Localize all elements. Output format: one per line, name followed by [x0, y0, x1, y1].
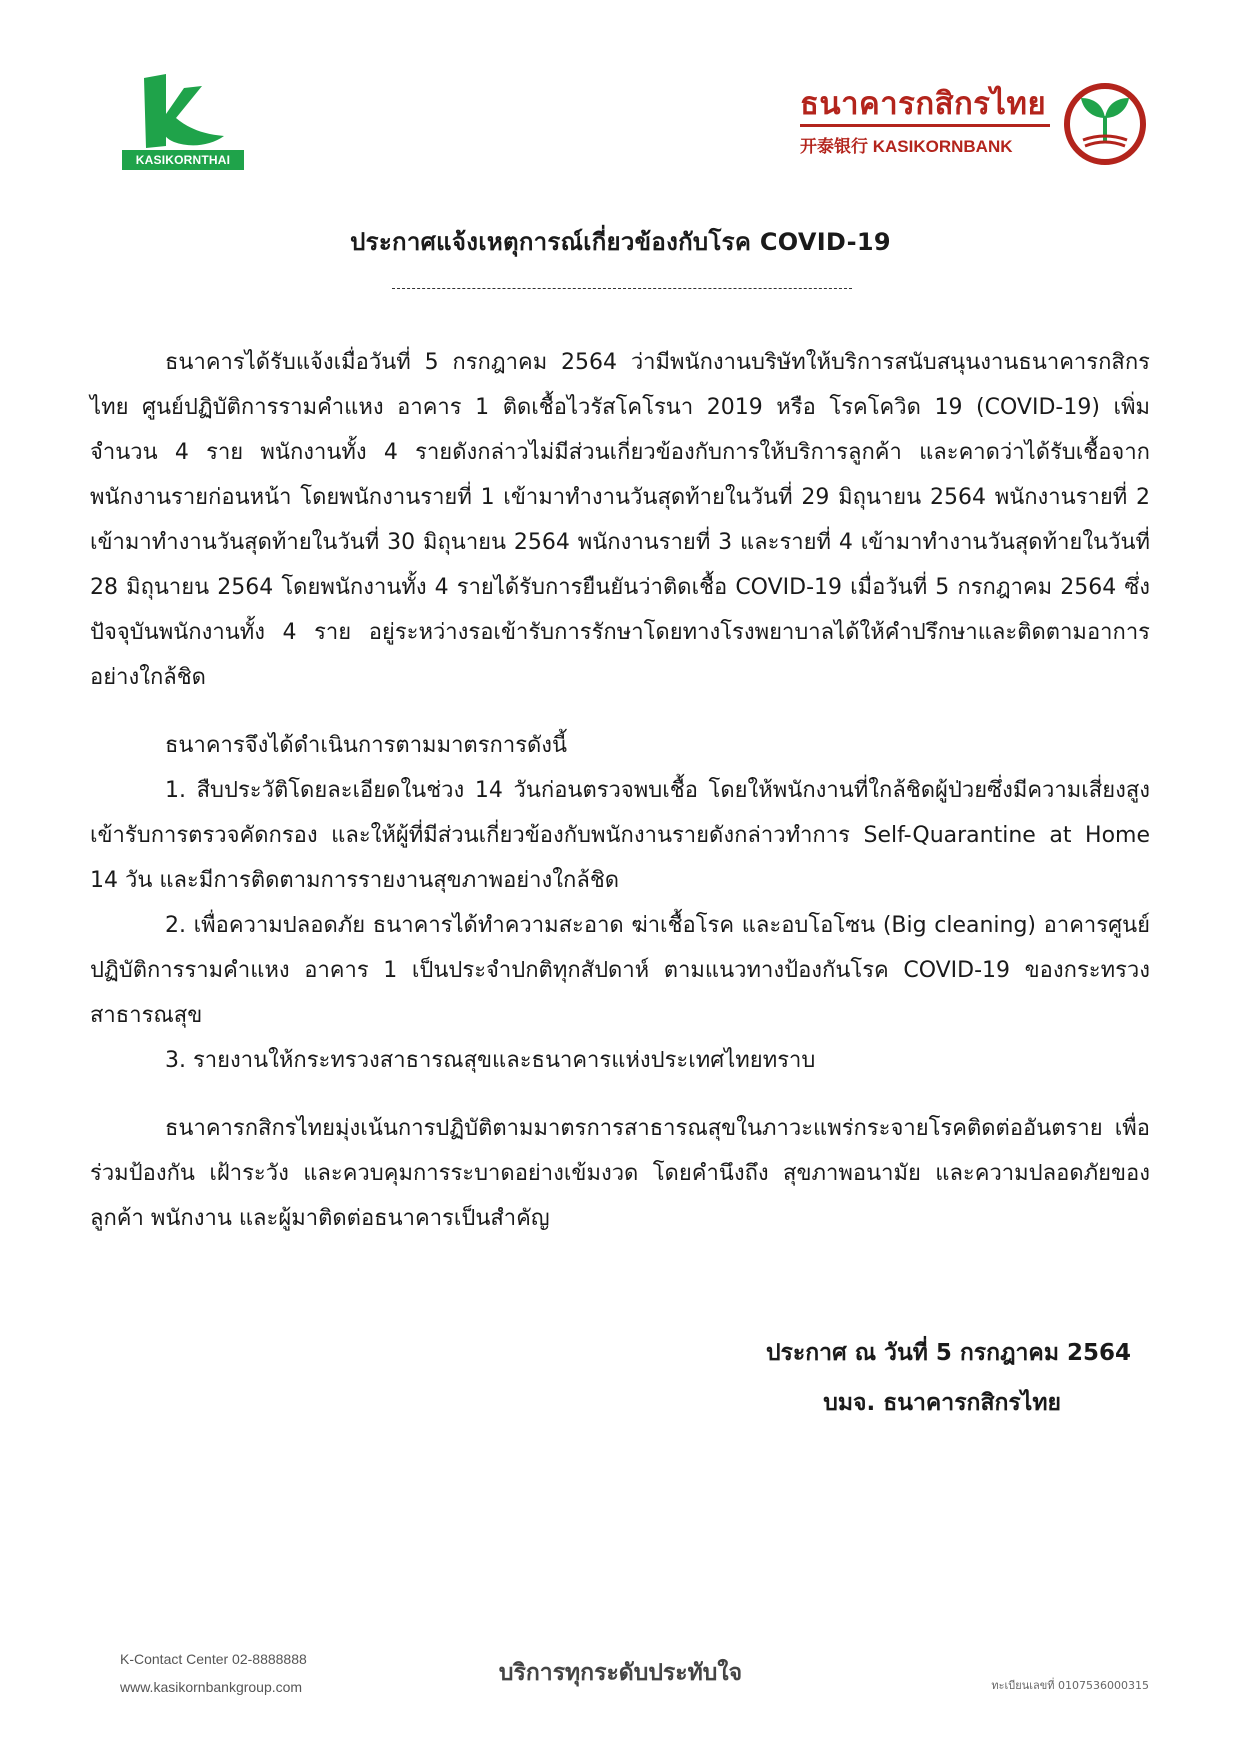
contact-center: K-Contact Center 02-8888888	[120, 1651, 307, 1667]
signature-block	[766, 1328, 1131, 1428]
measures-intro: ธนาคารจึงได้ดำเนินการตามมาตรการดังนี้	[165, 733, 568, 758]
kasikornbank-logo	[790, 82, 1160, 168]
document-title: ประกาศแจ้งเหตุการณ์เกี่ยวข้องกับโรค COVID-19	[350, 228, 891, 256]
title-divider	[392, 288, 852, 289]
measure-3: 3. รายงานให้กระทรวงสาธารณสุขและธนาคารแห่งประเทศไทยทราบ	[165, 1048, 816, 1073]
measure-1: 1. สืบประวัติโดยละเอียดในช่วง 14 วันก่อนตรวจพบเชื้อ โดยให้พนักงานที่ใกล้ชิดผู้ป่วยซึ่งมีความเสี่ยงสูงเข้ารับการตรวจคัดกรอง และให้ผู้ที่มีส่วนเกี่ยวข้องกับพนักงานรายดังกล่าวทำการ Self-Quarantine at Home 14 วัน และมีการติดตามการรายงานสุขภาพอย่างใกล้ชิด	[90, 778, 1150, 893]
measure-2: 2. เพื่อความปลอดภัย ธนาคารได้ทำความสะอาด ฆ่าเชื้อโรค และอบโอโซน (Big cleaning) อาคารศูนย์ปฏิบัติการรามคำแหง อาคาร 1 เป็นประจำปกติทุกสัปดาห์ ตามแนวทางป้องกันโรค COVID-19 ของกระทรวงสาธารณสุข	[90, 913, 1150, 1028]
company-name: บมจ. ธนาคารกสิกรไทย	[823, 1390, 1061, 1416]
paragraph-closing: ธนาคารกสิกรไทยมุ่งเน้นการปฏิบัติตามมาตรการสาธารณสุขในภาวะแพร่กระจายโรคติดต่ออันตราย เพื่อร่วมป้องกัน เฝ้าระวัง และควบคุมการระบาดอย่างเข้มงวด โดยคำนึงถึง สุขภาพอนามัย และความปลอดภัยของลูกค้า พนักงาน และผู้มาติดต่อธนาคารเป็นสำคัญ	[90, 1116, 1150, 1231]
announcement-date: ประกาศ ณ วันที่ 5 กรกฎาคม 2564	[765, 1340, 1131, 1366]
kasikornthai-logo	[122, 74, 244, 170]
bank-name-sub: 开泰银行 KASIKORNBANK	[800, 137, 1013, 156]
paragraph-incident: ธนาคารได้รับแจ้งเมื่อวันที่ 5 กรกฎาคม 2564 ว่ามีพนักงานบริษัทให้บริการสนับสนุนงานธนาคารกสิกรไทย ศูนย์ปฏิบัติการรามคำแหง อาคาร 1 ติดเชื้อไวรัสโคโรนา 2019 หรือ โรคโควิด 19 (COVID-19) เพิ่มจำนวน 4 ราย พนักงานทั้ง 4 รายดังกล่าวไม่มีส่วนเกี่ยวข้องกับการให้บริการลูกค้า และคาดว่าได้รับเชื้อจากพนักงานรายก่อนหน้า โดยพนักงานรายที่ 1 เข้ามาทำงานวันสุดท้ายในวันที่ 29 มิถุนายน 2564 พนักงานรายที่ 2 เข้ามาทำงานวันสุดท้ายในวันที่ 30 มิถุนายน 2564 พนักงานรายที่ 3 และรายที่ 4 เข้ามาทำงานวันสุดท้ายในวันที่ 28 มิถุนายน 2564 โดยพนักงานทั้ง 4 รายได้รับการยืนยันว่าติดเชื้อ COVID-19 เมื่อวันที่ 5 กรกฎาคม 2564 ซึ่งปัจจุบันพนักงานทั้ง 4 ราย อยู่ระหว่างรอเข้ารับการรักษาโดยทางโรงพยาบาลได้ให้คำปรึกษาและติดตามอาการอย่างใกล้ชิด	[90, 350, 1150, 690]
bank-name-thai: ธนาคารกสิกรไทย	[800, 86, 1047, 122]
footer-slogan: บริการทุกระดับประทับใจ	[498, 1660, 743, 1686]
kbank-emblem-icon	[1063, 82, 1147, 166]
k-leaf-icon	[140, 74, 226, 150]
kasikornthai-wordmark: KASIKORNTHAI	[122, 150, 244, 170]
logo-rule	[800, 124, 1050, 127]
website-link[interactable]: www.kasikornbankgroup.com	[120, 1679, 303, 1695]
registration-number: ทะเบียนเลขที่ 0107536000315	[991, 1679, 1149, 1692]
document-body	[90, 340, 1150, 1241]
